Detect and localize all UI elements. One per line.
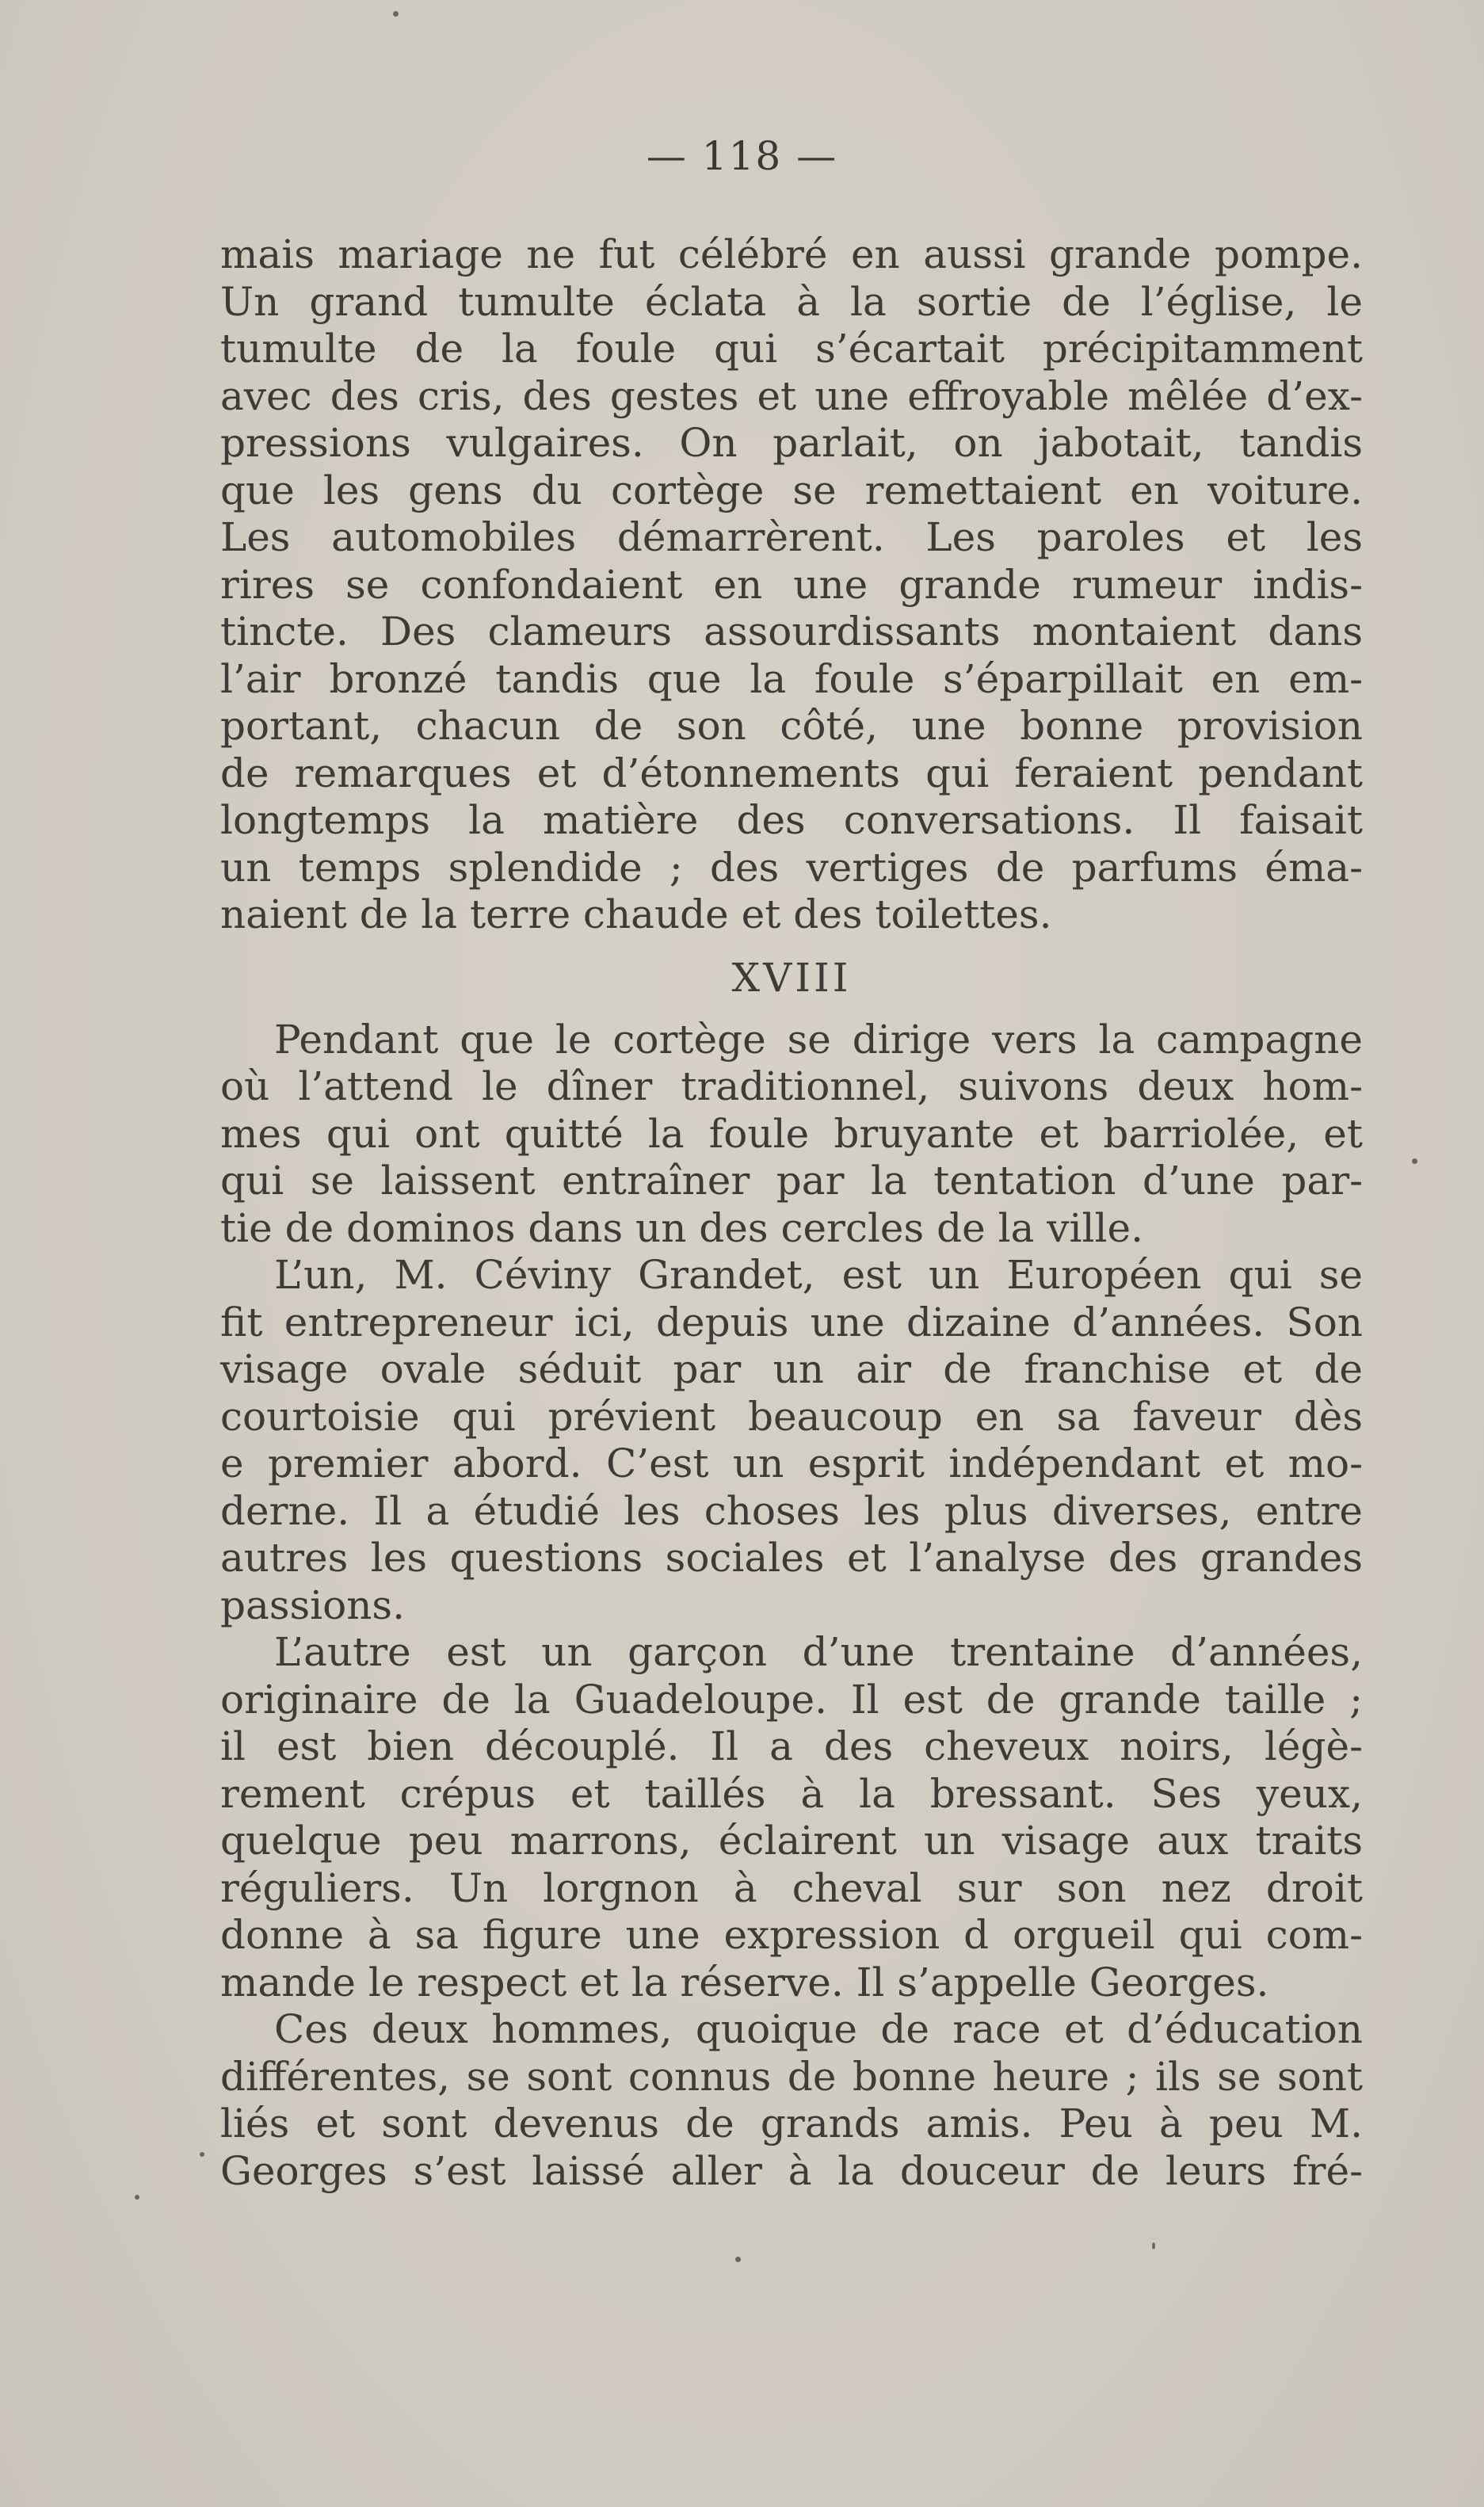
paper-speck (135, 2195, 139, 2200)
text-line: qui se laissent entraîner par la tentation d’une par- (220, 1158, 1363, 1204)
text-line: L’autre est un garçon d’une trentaine d’années, (274, 1629, 1363, 1675)
text-line: pressions vulgaires. On parlait, on jabotait, tandis (220, 420, 1363, 466)
text-line: Ces deux hommes, quoique de race et d’éducation (274, 2006, 1363, 2052)
text-line: longtemps la matière des conversations. Il faisait (220, 797, 1363, 843)
text-line: L’un, M. Céviny Grandet, est un Européen qui se (274, 1252, 1363, 1298)
text-line: mande le respect et la réserve. Il s’appelle Georges. (220, 1959, 1269, 2005)
paper-speck (200, 2152, 204, 2157)
text-line: quelque peu marrons, éclairent un visage aux traits (220, 1818, 1363, 1864)
paragraph (220, 1252, 1363, 1629)
text-line: portant, chacun de son côté, une bonne provision (220, 703, 1363, 749)
chapter-heading: XVIII (731, 954, 852, 1001)
text-line: l’air bronzé tandis que la foule s’éparpillait en em- (220, 655, 1363, 702)
text-line: liés et sont devenus de grands amis. Peu à peu M. (220, 2101, 1363, 2146)
text-line: tincte. Des clameurs assourdissants montaient dans (220, 609, 1363, 654)
text-line: courtoisie qui prévient beaucoup en sa faveur dès (220, 1393, 1363, 1440)
text-line: réguliers. Un lorgnon à cheval sur son nez droit (220, 1864, 1363, 1911)
text-line: Pendant que le cortège se dirige vers la campagne (274, 1016, 1363, 1063)
text-line: rement crépus et taillés à la bressant. Ses yeux, (220, 1770, 1363, 1817)
text-line: Les automobiles démarrèrent. Les paroles et les (220, 514, 1363, 560)
text-line: naient de la terre chaude et des toilettes. (220, 891, 1052, 937)
text-line: donne à sa figure une expression d orgueil qui com- (220, 1912, 1363, 1958)
text-line: il est bien découplé. Il a des cheveux noirs, légè- (220, 1723, 1363, 1769)
text-line: de remarques et d’étonnements qui feraient pendant (220, 750, 1363, 796)
paragraph (220, 231, 1363, 939)
text-line: Un grand tumulte éclata à la sortie de l’église, le (220, 278, 1363, 325)
paper-speck (393, 11, 399, 17)
text-line: derne. Il a étudié les choses les plus diverses, entre (220, 1487, 1363, 1534)
paper-speck (1412, 1158, 1417, 1164)
body-text (220, 231, 1363, 2195)
page-number: — 118 — (646, 133, 838, 179)
text-line: e premier abord. C’est un esprit indépendant et mo- (220, 1440, 1363, 1486)
text-line: mes qui ont quitté la foule bruyante et barriolée, et (220, 1110, 1363, 1157)
text-line: un temps splendide ; des vertiges de parfums éma- (220, 844, 1363, 891)
text-line: Georges s’est laissé aller à la douceur de leurs fré- (220, 2147, 1363, 2194)
paragraph (220, 1629, 1363, 2006)
paragraph (220, 1017, 1363, 1253)
text-line: tumulte de la foule qui s’écartait précipitamment (220, 326, 1363, 372)
text-line: tie de dominos dans un des cercles de la ville. (220, 1204, 1143, 1251)
text-line: que les gens du cortège se remettaient en voiture. (220, 467, 1363, 513)
paper-speck (735, 2257, 741, 2262)
text-line: fit entrepreneur ici, depuis une dizaine d’années. Son (220, 1299, 1363, 1345)
text-line: autres les questions sociales et l’analyse des grandes (220, 1535, 1363, 1581)
paper-speck (1152, 2242, 1155, 2249)
text-line: mais mariage ne fut célébré en aussi grande pompe. (220, 231, 1363, 277)
text-line: passions. (220, 1582, 405, 1628)
paragraph (220, 2006, 1363, 2195)
text-line: différentes, se sont connus de bonne heure ; ils se sont (220, 2053, 1363, 2100)
text-line: avec des cris, des gestes et une effroyable mêlée d’ex- (220, 372, 1363, 419)
text-line: rires se confondaient en une grande rumeur indis- (220, 561, 1363, 608)
text-line: visage ovale séduit par un air de franchise et de (220, 1346, 1363, 1392)
text-line: où l’attend le dîner traditionnel, suivons deux hom- (220, 1063, 1363, 1109)
text-line: originaire de la Guadeloupe. Il est de grande taille ; (220, 1676, 1363, 1723)
